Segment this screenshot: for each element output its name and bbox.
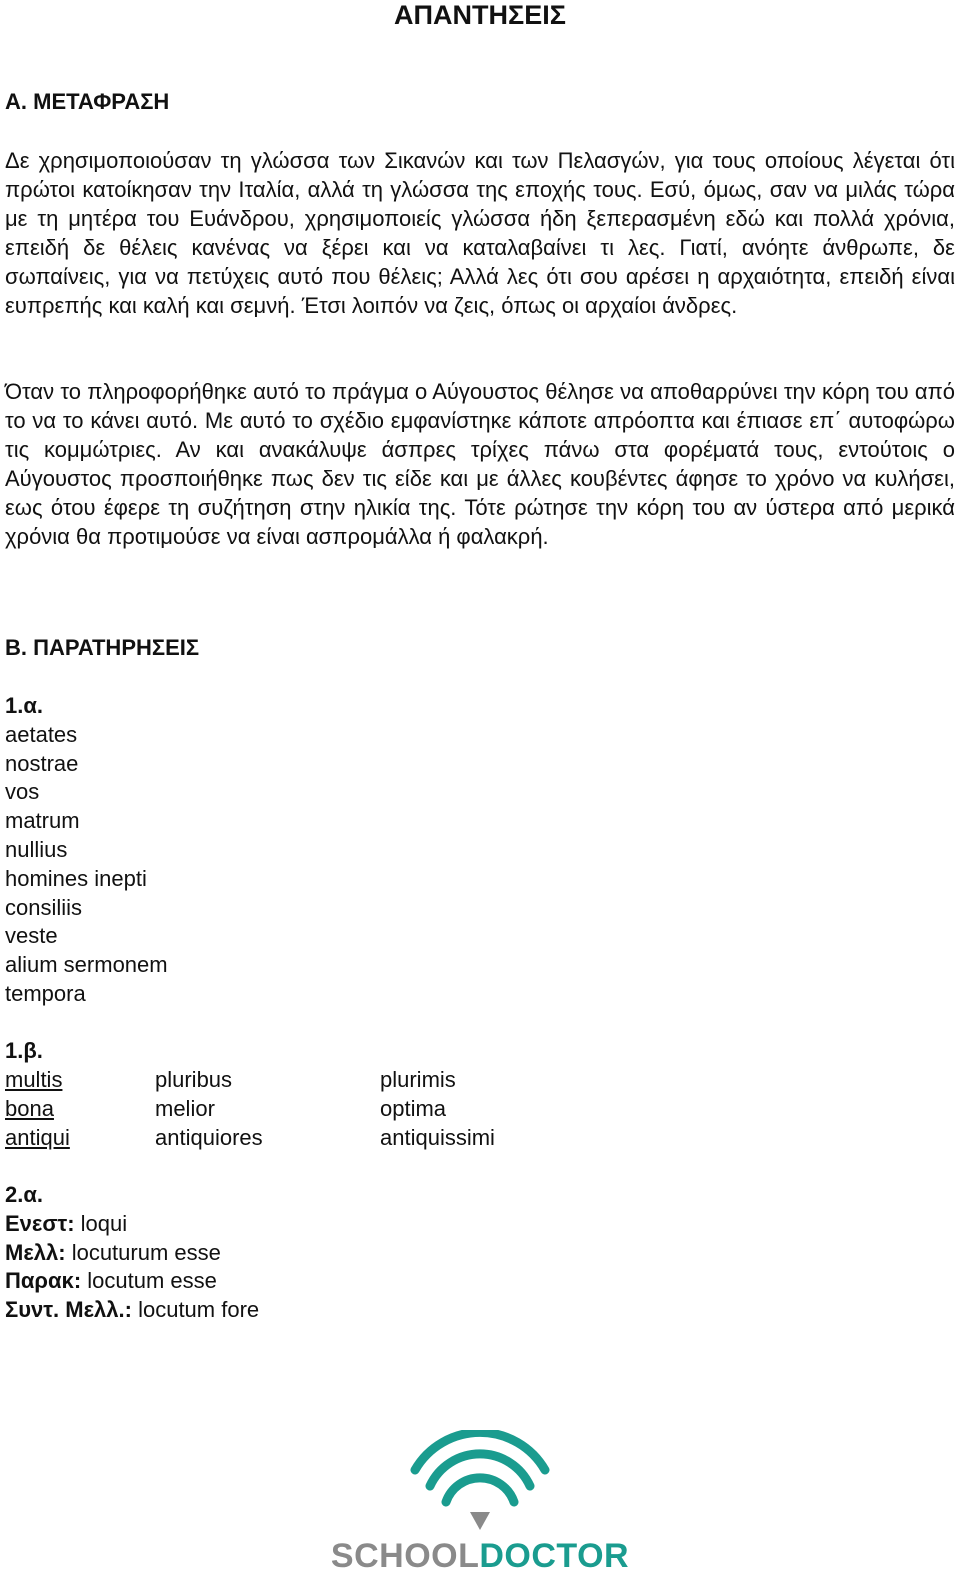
- comparative-degree: antiquiores: [155, 1124, 263, 1150]
- logo-text-doctor: DOCTOR: [479, 1537, 630, 1575]
- form-row: [5, 1296, 259, 1325]
- form-row: [5, 1210, 259, 1239]
- form-label: Ενεστ:: [5, 1210, 75, 1236]
- page-title: ΑΠΑΝΤΗΣΕΙΣ: [394, 0, 566, 30]
- list-item: homines inepti: [5, 865, 147, 891]
- positive-degree: multis: [5, 1067, 63, 1092]
- list-item: nostrae: [5, 750, 79, 776]
- comparative-degree: pluribus: [155, 1067, 233, 1092]
- form-label: Συντ. Μελλ.:: [5, 1297, 132, 1323]
- section-b-heading: Β. ΠΑΡΑΤΗΡΗΣΕΙΣ: [5, 635, 200, 660]
- positive-degree: bona: [5, 1095, 54, 1121]
- question-2a: [5, 1181, 259, 1325]
- question-label: 1.α.: [5, 693, 43, 718]
- list-item: consiliis: [5, 894, 83, 920]
- form-value: locutum esse: [81, 1268, 217, 1294]
- superlative-degree: antiquissimi: [380, 1124, 495, 1150]
- list-item: nullius: [5, 836, 68, 862]
- question-label: 1.β.: [5, 1038, 43, 1063]
- section-a-heading: Α. ΜΕΤΑΦΡΑΣΗ: [5, 89, 170, 114]
- list-item: alium sermonem: [5, 952, 168, 978]
- form-value: locuturum esse: [65, 1239, 221, 1265]
- form-value: locutum fore: [131, 1297, 260, 1323]
- translation-paragraph-1: [5, 146, 955, 320]
- superlative-degree: optima: [380, 1095, 447, 1121]
- translation-paragraph-2: [5, 377, 955, 551]
- comparative-degree: melior: [155, 1095, 215, 1121]
- list-item: matrum: [5, 808, 80, 834]
- schooldoctor-logo: [330, 1430, 630, 1580]
- question-label: 2.α.: [5, 1182, 43, 1207]
- question-1a: [5, 692, 168, 1009]
- form-row: [5, 1267, 259, 1296]
- superlative-degree: plurimis: [380, 1067, 456, 1092]
- form-label: Παρακ:: [5, 1268, 82, 1294]
- form-row: [5, 1239, 259, 1268]
- wifi-signal-icon: [330, 1430, 630, 1540]
- list-item: veste: [5, 923, 58, 949]
- list-item: aetates: [5, 721, 78, 747]
- form-value: loqui: [74, 1210, 128, 1236]
- list-item: tempora: [5, 980, 86, 1006]
- question-1b-label-wrap: [5, 1037, 43, 1066]
- paragraph-text: Δε χρησιμοποιούσαν τη γλώσσα των Σικανών και των Πελασγών, για τους οποίους λέγεται ότι πρώτοι κατοίκησαν την Ιταλία, αλλά τη γλώσσα της εποχής τους. Εσύ, όμως, σαν να μιλάς τώρα με τη μητέρα του Ευάνδρου, χρησιμοποιείς γλώσσα ήδη ξεπερασμένη εδώ και πολλά χρόνια, επειδή δε θέλεις κανένας να ξέρει και να καταλαβαίνει τι λες. Γιατί, ανόητε άνθρωπε, δε σωπαίνεις, για να πετύχεις αυτό που θέλεις; Αλλά λες ότι σου αρέσει η αρχαιότητα, επειδή είναι ευπρεπής και καλή και σεμνή. Έτσι λοιπόν να ζεις, όπως οι αρχαίοι άνδρες.: [5, 148, 955, 318]
- logo-text-school: SCHOOL: [330, 1537, 480, 1575]
- form-label: Μελλ:: [5, 1239, 66, 1265]
- logo-wordmark: [330, 1536, 630, 1576]
- positive-degree: antiqui: [5, 1124, 70, 1150]
- list-item: vos: [5, 779, 40, 805]
- paragraph-text: Όταν το πληροφορήθηκε αυτό το πράγμα ο Αύγουστος θέλησε να αποθαρρύνει την κόρη του από το να το κάνει αυτό. Με αυτό το σχέδιο εμφανίστηκε κάποτε απρόοπτα και έπιασε επ΄ αυτοφώρω τις κομμώτριες. Αν και ανακάλυψε άσπρες τρίχες πάνω στα φορέματά τους, εντούτοις ο Αύγουστος προσποιήθηκε πως δεν τις είδε και με άλλες κουβέντες άφησε το χρόνο να κυλήσει, εως ότου έφερε τη συζήτηση στην ηλικία της. Τότε ρώτησε την κόρη του αν ύστερα από μερικά χρόνια θα προτιμούσε να είναι ασπρομάλλα ή φαλακρή.: [5, 379, 955, 549]
